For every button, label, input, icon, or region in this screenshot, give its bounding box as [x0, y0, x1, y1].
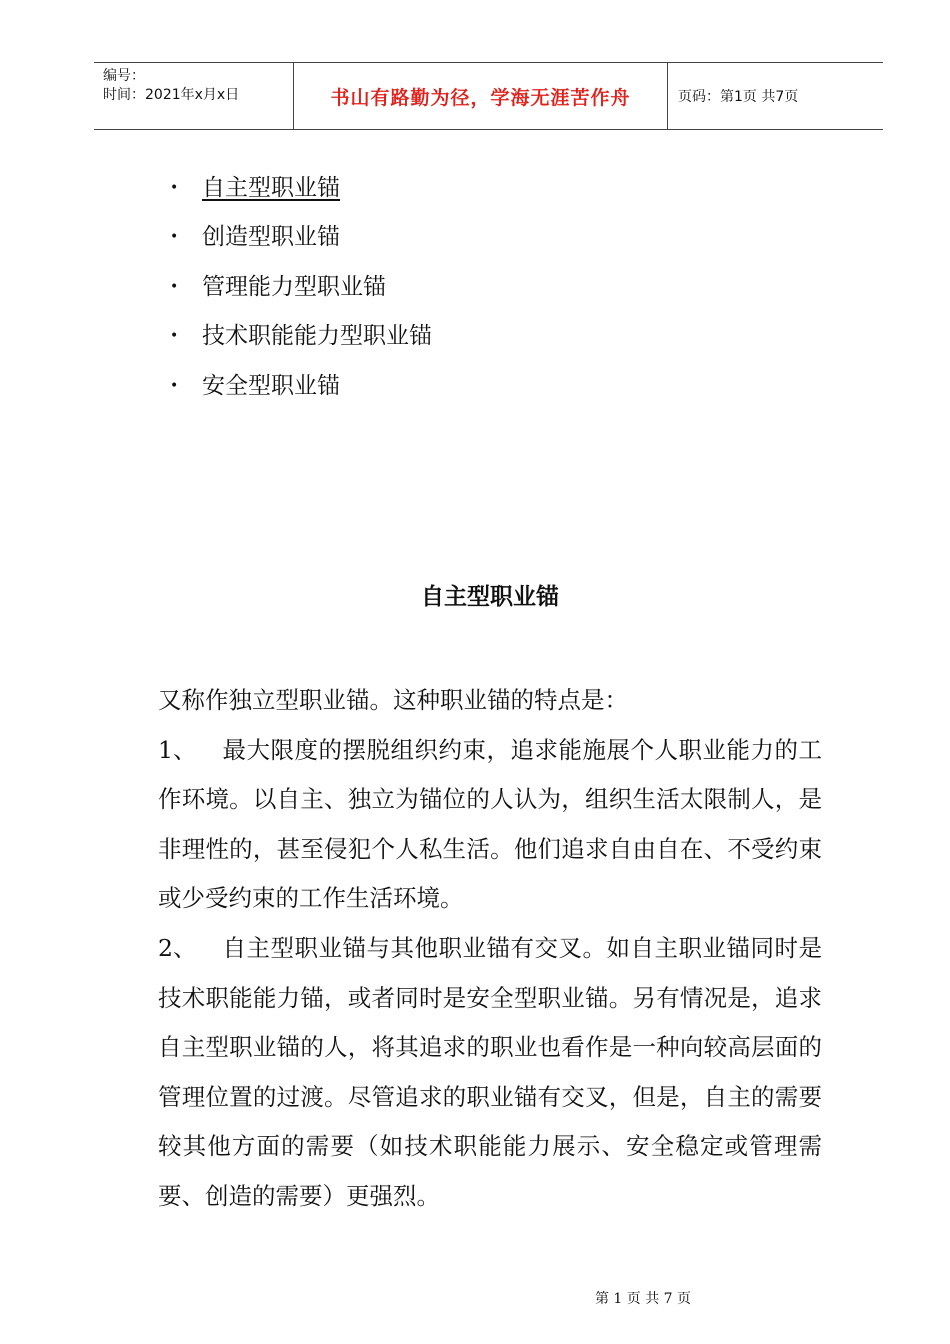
point-paragraph: [158, 726, 822, 924]
toc-item: [170, 312, 432, 362]
point-paragraph: [158, 924, 822, 1222]
toc-label: 创造型职业锚: [202, 224, 340, 251]
section-title: 自主型职业锚: [421, 584, 559, 610]
page-header: [94, 62, 883, 130]
page-footer: 第 1 页 共 7 页: [594, 1291, 692, 1307]
header-page-info: 页码：第1页 共7页: [678, 89, 799, 105]
toc-item: [170, 213, 432, 263]
toc-label: 技术职能能力型职业锚: [202, 323, 432, 350]
bullet-icon: •: [170, 328, 179, 345]
toc-label: 管理能力型职业锚: [202, 273, 386, 300]
intro-paragraph: 又称作独立型职业锚。这种职业锚的特点是：: [158, 686, 628, 714]
point-text: 自主型职业锚与其他职业锚有交叉。如自主职业锚同时是技术职能能力锚，或者同时是安全型职业锚。另有情况是，追求自主型职业锚的人，将其追求的职业也看作是一种向较高层面的管理位置的过渡。尽管追求的职业锚有交叉，但是，自主的需要较其他方面的需要（如技术职能能力展示、安全稳定或管理需要、创造的需要）更强烈。: [158, 933, 822, 1210]
toc-item: [170, 262, 432, 312]
bullet-icon: •: [170, 179, 179, 196]
bullet-icon: •: [170, 377, 179, 394]
header-motto: 书山有路勤为径，学海无涯苦作舟: [294, 63, 668, 129]
toc-link[interactable]: 自主型职业锚: [202, 174, 340, 201]
toc-list: [170, 163, 432, 411]
time-label: 时间：2021年x月x日: [103, 87, 240, 103]
section-body: [158, 676, 822, 1222]
point-number: 1、: [158, 735, 197, 764]
bullet-icon: •: [170, 278, 179, 295]
toc-label: 安全型职业锚: [202, 372, 340, 399]
point-text: 最大限度的摆脱组织约束，追求能施展个人职业能力的工作环境。以自主、独立为锚位的人认为，组织生活太限制人，是非理性的，甚至侵犯个人私生活。他们追求自由自在、不受约束或少受约束的工作生活环境。: [158, 735, 822, 913]
toc-item: [170, 361, 432, 411]
serial-label: 编号：: [103, 68, 145, 84]
toc-item[interactable]: [170, 163, 432, 213]
bullet-icon: •: [170, 229, 179, 246]
header-meta: [94, 63, 294, 129]
point-number: 2、: [158, 933, 197, 962]
